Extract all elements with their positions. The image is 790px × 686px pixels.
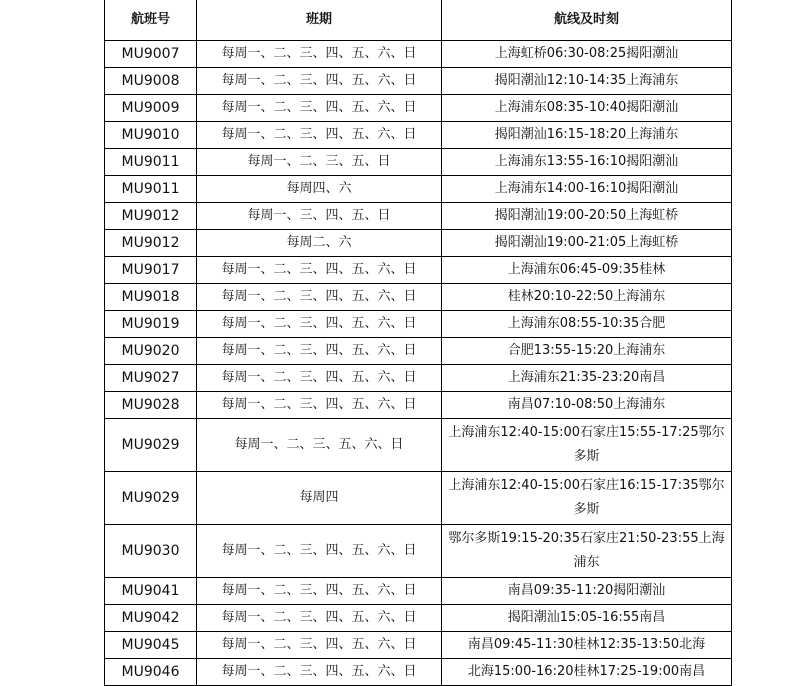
table-row (105, 257, 732, 284)
flight-schedule-table (104, 0, 732, 686)
route-times-cell: 上海浦东12:40-15:00石家庄16:15-17:35鄂尔多斯 (442, 472, 732, 525)
route-times-cell: 上海浦东14:00-16:10揭阳潮汕 (442, 176, 732, 203)
route-times-cell: 上海浦东06:45-09:35桂林 (442, 257, 732, 284)
route-times-cell: 合肥13:55-15:20上海浦东 (442, 338, 732, 365)
schedule-days-cell: 每周一、二、三、四、五、六、日 (197, 122, 442, 149)
flight-number-cell: MU9020 (105, 338, 197, 365)
route-times-cell: 南昌07:10-08:50上海浦东 (442, 392, 732, 419)
table-row (105, 230, 732, 257)
table-row (105, 419, 732, 472)
flight-number-cell: MU9011 (105, 149, 197, 176)
schedule-days-cell: 每周四、六 (197, 176, 442, 203)
schedule-days-cell: 每周四 (197, 472, 442, 525)
schedule-days-cell: 每周一、三、四、五、日 (197, 203, 442, 230)
flight-number-cell: MU9012 (105, 203, 197, 230)
schedule-days-cell: 每周一、二、三、四、五、六、日 (197, 632, 442, 659)
flight-number-cell: MU9029 (105, 419, 197, 472)
flight-number-cell: MU9011 (105, 176, 197, 203)
flight-number-cell: MU9029 (105, 472, 197, 525)
route-times-cell: 南昌09:35-11:20揭阳潮汕 (442, 578, 732, 605)
route-times-cell: 北海15:00-16:20桂林17:25-19:00南昌 (442, 659, 732, 686)
flight-number-cell: MU9017 (105, 257, 197, 284)
flight-number-cell: MU9045 (105, 632, 197, 659)
route-times-cell: 鄂尔多斯19:15-20:35石家庄21:50-23:55上海浦东 (442, 525, 732, 578)
table-row (105, 365, 732, 392)
route-times-cell: 上海浦东13:55-16:10揭阳潮汕 (442, 149, 732, 176)
flight-number-cell: MU9028 (105, 392, 197, 419)
schedule-days-cell: 每周一、二、三、五、日 (197, 149, 442, 176)
schedule-days-cell: 每周一、二、三、四、五、六、日 (197, 365, 442, 392)
schedule-days-cell: 每周一、二、三、四、五、六、日 (197, 41, 442, 68)
schedule-days-cell: 每周一、二、三、四、五、六、日 (197, 257, 442, 284)
flight-number-cell: MU9007 (105, 41, 197, 68)
flight-number-cell: MU9019 (105, 311, 197, 338)
route-times-cell: 揭阳潮汕16:15-18:20上海浦东 (442, 122, 732, 149)
table-row (105, 41, 732, 68)
schedule-days-cell: 每周一、二、三、四、五、六、日 (197, 605, 442, 632)
flight-number-cell: MU9008 (105, 68, 197, 95)
table-row (105, 578, 732, 605)
table-row (105, 659, 732, 686)
table-row (105, 95, 732, 122)
flight-number-cell: MU9010 (105, 122, 197, 149)
flight-number-cell: MU9009 (105, 95, 197, 122)
flight-number-cell: MU9042 (105, 605, 197, 632)
schedule-days-cell: 每周一、二、三、四、五、六、日 (197, 659, 442, 686)
schedule-days-cell: 每周一、二、三、五、六、日 (197, 419, 442, 472)
flight-number-cell: MU9018 (105, 284, 197, 311)
header-route-times: 航线及时刻 (442, 0, 732, 41)
schedule-days-cell: 每周一、二、三、四、五、六、日 (197, 95, 442, 122)
route-times-cell: 揭阳潮汕12:10-14:35上海浦东 (442, 68, 732, 95)
route-times-cell: 上海浦东12:40-15:00石家庄15:55-17:25鄂尔多斯 (442, 419, 732, 472)
table-row (105, 311, 732, 338)
table-row (105, 149, 732, 176)
table-row (105, 605, 732, 632)
route-times-cell: 上海浦东21:35-23:20南昌 (442, 365, 732, 392)
schedule-days-cell: 每周一、二、三、四、五、六、日 (197, 525, 442, 578)
schedule-days-cell: 每周一、二、三、四、五、六、日 (197, 284, 442, 311)
route-times-cell: 揭阳潮汕19:00-21:05上海虹桥 (442, 230, 732, 257)
flight-number-cell: MU9041 (105, 578, 197, 605)
schedule-days-cell: 每周一、二、三、四、五、六、日 (197, 311, 442, 338)
route-times-cell: 南昌09:45-11:30桂林12:35-13:50北海 (442, 632, 732, 659)
schedule-days-cell: 每周一、二、三、四、五、六、日 (197, 392, 442, 419)
route-times-cell: 揭阳潮汕19:00-20:50上海虹桥 (442, 203, 732, 230)
flight-number-cell: MU9012 (105, 230, 197, 257)
flight-number-cell: MU9030 (105, 525, 197, 578)
table-row (105, 632, 732, 659)
table-row (105, 525, 732, 578)
table-row (105, 203, 732, 230)
flight-number-cell: MU9046 (105, 659, 197, 686)
table-row (105, 392, 732, 419)
header-schedule-days: 班期 (197, 0, 442, 41)
route-times-cell: 上海虹桥06:30-08:25揭阳潮汕 (442, 41, 732, 68)
schedule-days-cell: 每周一、二、三、四、五、六、日 (197, 338, 442, 365)
schedule-days-cell: 每周一、二、三、四、五、六、日 (197, 68, 442, 95)
route-times-cell: 桂林20:10-22:50上海浦东 (442, 284, 732, 311)
header-row (105, 0, 732, 41)
route-times-cell: 揭阳潮汕15:05-16:55南昌 (442, 605, 732, 632)
route-times-cell: 上海浦东08:35-10:40揭阳潮汕 (442, 95, 732, 122)
header-flight-number: 航班号 (105, 0, 197, 41)
table-row (105, 338, 732, 365)
table-row (105, 68, 732, 95)
schedule-days-cell: 每周一、二、三、四、五、六、日 (197, 578, 442, 605)
flight-number-cell: MU9027 (105, 365, 197, 392)
schedule-days-cell: 每周二、六 (197, 230, 442, 257)
table-row (105, 284, 732, 311)
table-row (105, 472, 732, 525)
table-row (105, 176, 732, 203)
table-row (105, 122, 732, 149)
route-times-cell: 上海浦东08:55-10:35合肥 (442, 311, 732, 338)
